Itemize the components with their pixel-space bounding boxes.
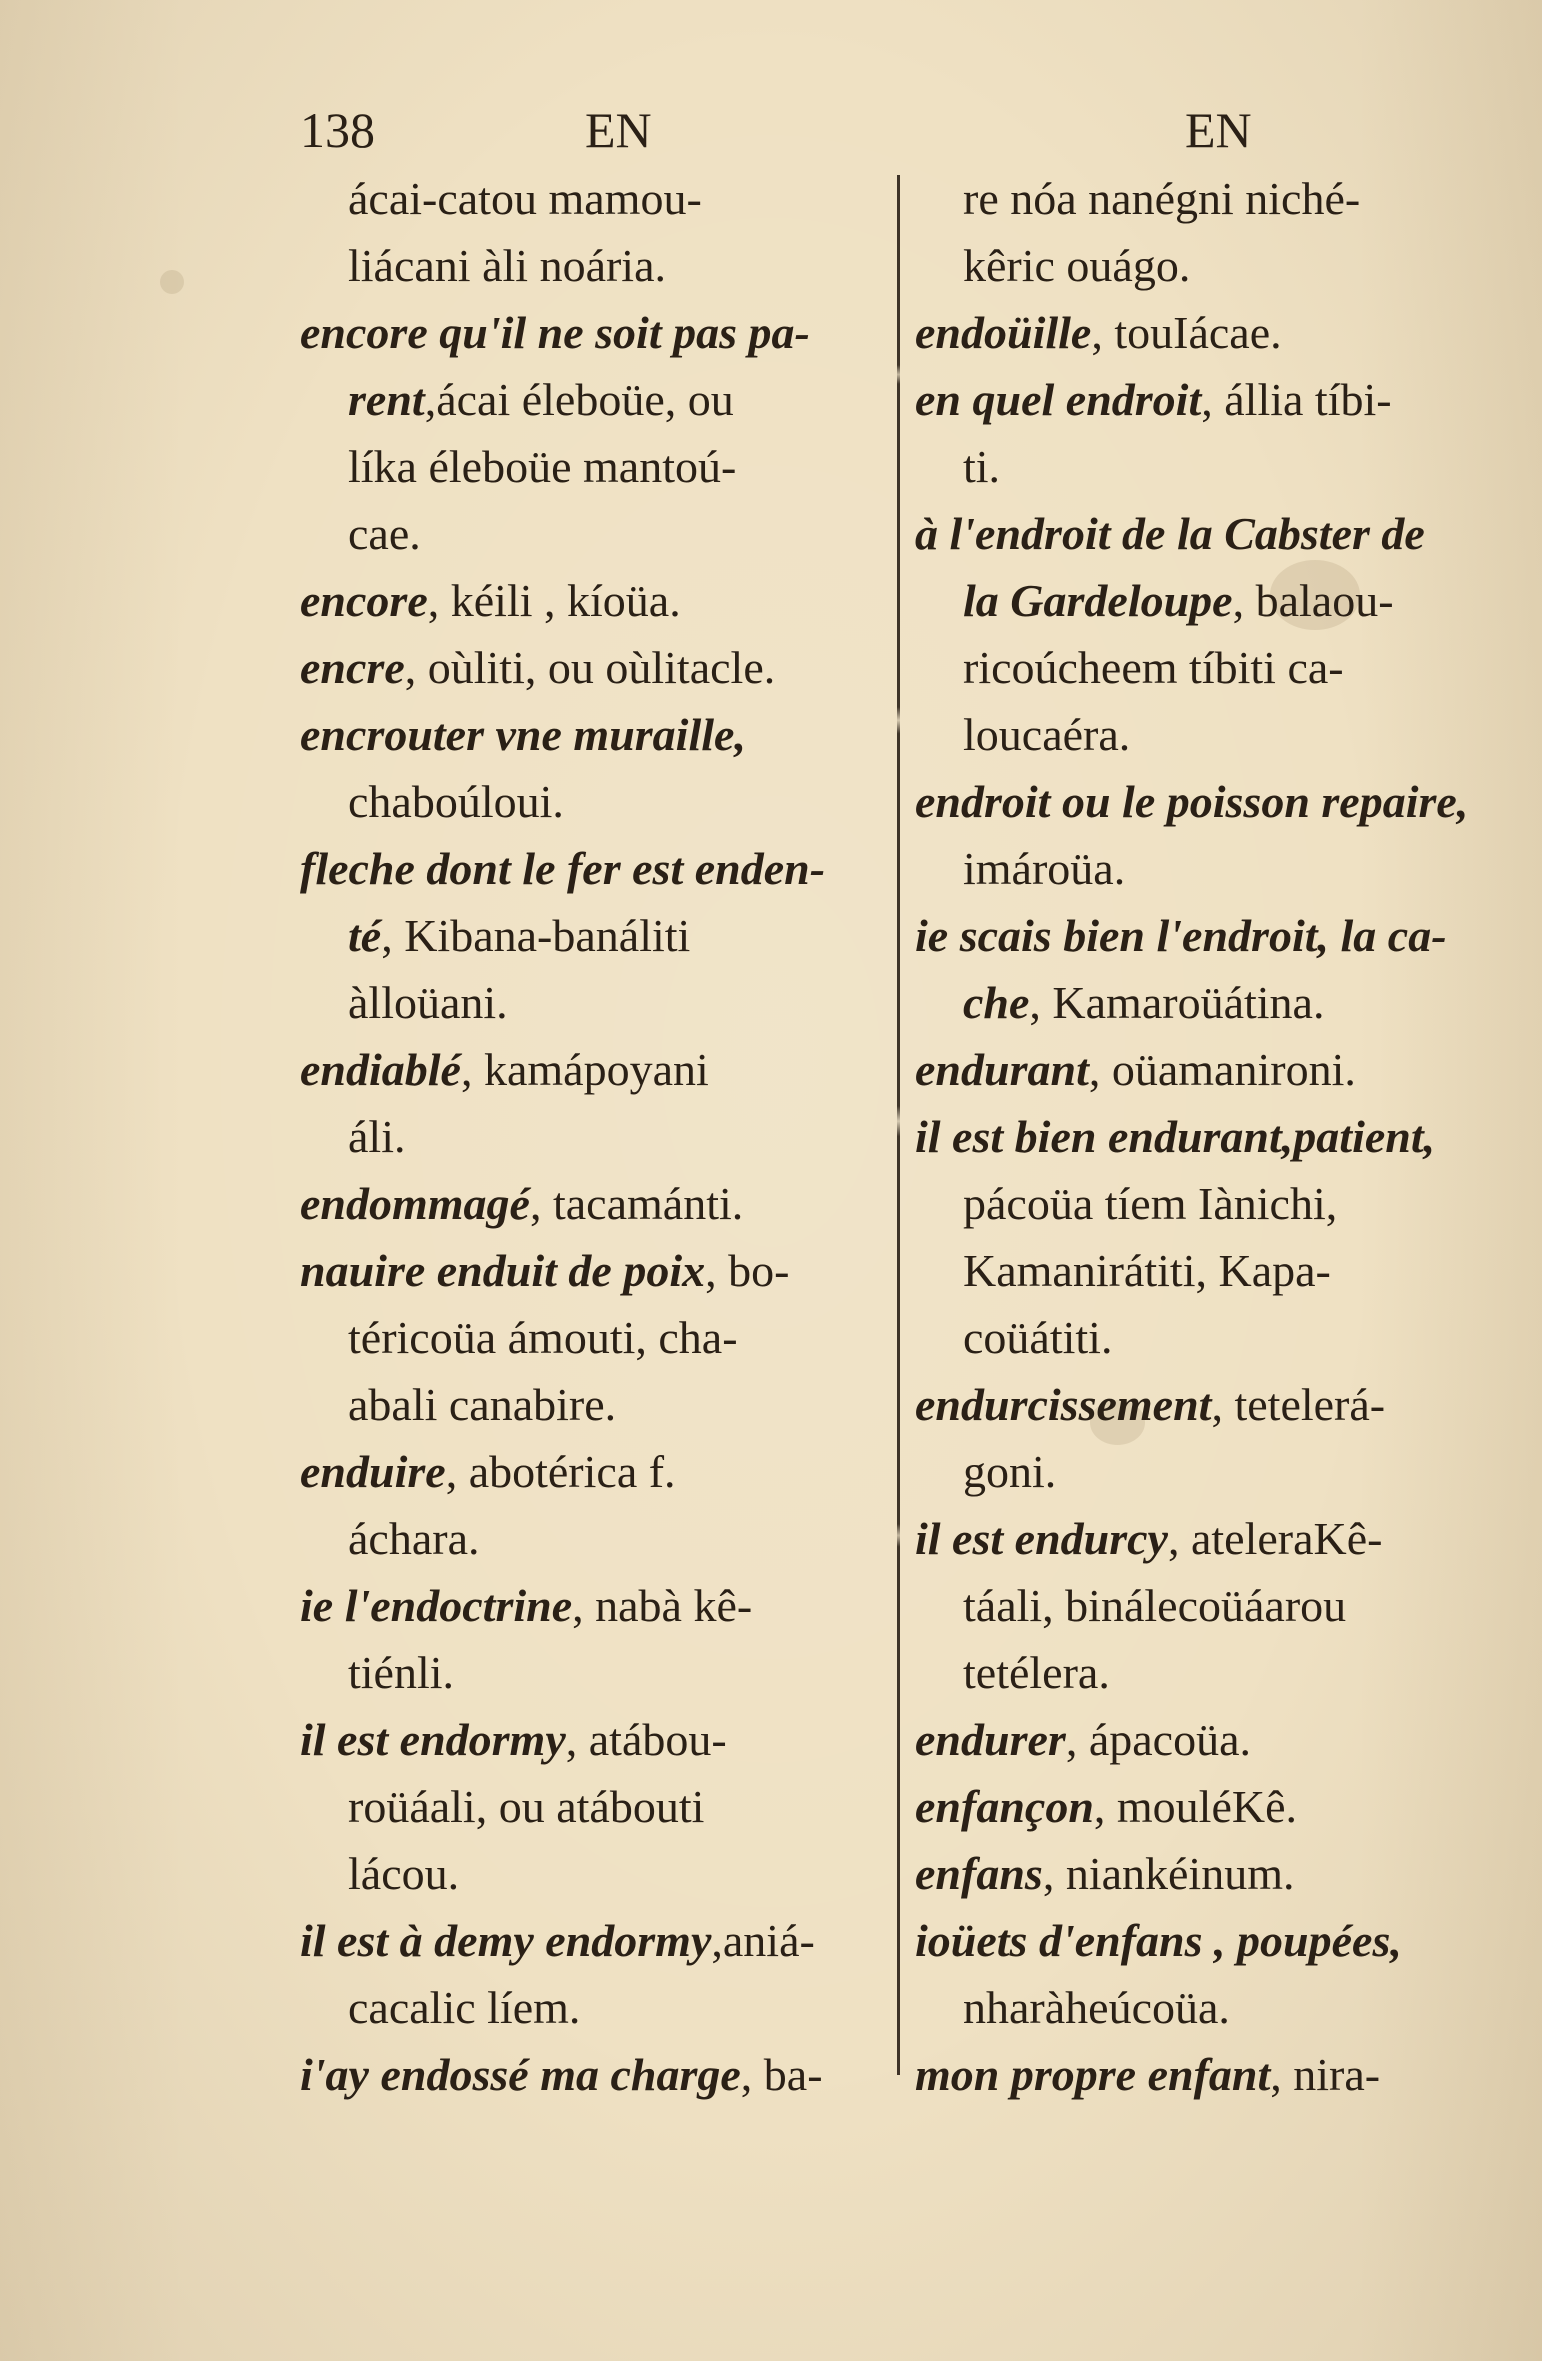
left-line <box>300 1706 875 1773</box>
left-line <box>300 1036 875 1103</box>
right-line <box>915 232 1465 299</box>
right-line <box>915 2041 1465 2108</box>
headword: endroit ou le poisson repaire, <box>915 776 1469 827</box>
headword: ie l'endoctrine <box>300 1580 573 1631</box>
right-column <box>915 165 1469 2108</box>
definition-text: áchara. <box>348 1513 480 1564</box>
definition-text: kêric ouágo. <box>963 240 1191 291</box>
running-head-left: EN <box>585 102 652 158</box>
right-line <box>915 835 1465 902</box>
definition-text: lácou. <box>348 1848 460 1899</box>
definition-text: loucaéra. <box>963 709 1131 760</box>
left-line <box>300 634 875 701</box>
headword: à l'endroit de la Cabster de <box>915 508 1425 559</box>
right-line <box>915 165 1465 232</box>
right-line <box>915 1438 1465 1505</box>
right-line <box>915 1974 1465 2041</box>
headword: endurer <box>915 1714 1066 1765</box>
definition-text: líka éleboüe mantoú- <box>348 441 737 492</box>
right-line <box>915 1505 1465 1572</box>
definition-text: , kamápoyani <box>460 1044 709 1095</box>
page-number: 138 <box>300 102 375 158</box>
left-line <box>300 1505 875 1572</box>
definition-text: , abotérica f. <box>445 1446 676 1497</box>
left-column <box>300 165 875 2108</box>
left-line <box>300 366 875 433</box>
left-line <box>300 902 875 969</box>
headword: rent <box>348 374 425 425</box>
definition-text: imároüa. <box>963 843 1126 894</box>
definition-text: coüátiti. <box>963 1312 1113 1363</box>
headword: endiablé <box>300 1044 461 1095</box>
definition-text: , állia tíbi- <box>1201 374 1392 425</box>
right-line <box>915 1371 1465 1438</box>
definition-text: , touIácae. <box>1091 307 1282 358</box>
headword: enfançon <box>915 1781 1094 1832</box>
headword: en quel endroit <box>915 374 1202 425</box>
right-line <box>915 1237 1465 1304</box>
left-line <box>300 299 875 366</box>
definition-text: Kamanirátiti, Kapa- <box>963 1245 1331 1296</box>
definition-text: goni. <box>963 1446 1057 1497</box>
definition-text: , nabà kê- <box>572 1580 753 1631</box>
definition-text: , kéili , kíoüa. <box>427 575 681 626</box>
right-line <box>915 1103 1465 1170</box>
left-line <box>300 232 875 299</box>
definition-text: , nira- <box>1270 2049 1381 2100</box>
definition-text: , oùliti, ou oùlitacle. <box>404 642 776 693</box>
headword: enfans <box>915 1848 1043 1899</box>
headword: i'ay endossé ma charge <box>300 2049 741 2100</box>
left-line <box>300 567 875 634</box>
headword: il est bien endurant,patient, <box>915 1111 1436 1162</box>
definition-text: ,ácai éleboüe, ou <box>424 374 734 425</box>
left-line <box>300 1974 875 2041</box>
left-line <box>300 500 875 567</box>
headword: encre <box>300 642 405 693</box>
headword: il est endurcy <box>915 1513 1168 1564</box>
definition-text: roüáali, ou atábouti <box>348 1781 705 1832</box>
right-line <box>915 701 1465 768</box>
right-line <box>915 1773 1465 1840</box>
headword: encore <box>300 575 428 626</box>
definition-text: pácoüa tíem Iànichi, <box>963 1178 1338 1229</box>
definition-text: liácani àli noária. <box>348 240 667 291</box>
left-line <box>300 835 875 902</box>
left-line <box>300 1773 875 1840</box>
right-line <box>915 1840 1465 1907</box>
definition-text: , Kibana-banáliti <box>381 910 691 961</box>
headword: nauire enduit de poix <box>300 1245 706 1296</box>
definition-text: ácai-catou mamou- <box>348 173 702 224</box>
definition-text: , ateleraKê- <box>1167 1513 1383 1564</box>
definition-text: ,aniá- <box>711 1915 815 1966</box>
right-line <box>915 1907 1465 1974</box>
definition-text: , mouléKê. <box>1093 1781 1298 1832</box>
right-line <box>915 1036 1465 1103</box>
definition-text: táali, binálecoüáarou <box>963 1580 1347 1631</box>
definition-text: , Kamaroüátina. <box>1029 977 1325 1028</box>
left-line <box>300 1840 875 1907</box>
right-line <box>915 969 1465 1036</box>
definition-text: , tacamánti. <box>529 1178 744 1229</box>
headword: il est à demy endormy <box>300 1915 712 1966</box>
right-line <box>915 1639 1465 1706</box>
left-line <box>300 1907 875 1974</box>
headword: fleche dont le fer est enden- <box>300 843 826 894</box>
left-line <box>300 969 875 1036</box>
definition-text: , niankéinum. <box>1042 1848 1295 1899</box>
definition-text: , ba- <box>740 2049 823 2100</box>
right-line <box>915 567 1465 634</box>
headword: encrouter vne muraille, <box>300 709 746 760</box>
definition-text: cae. <box>348 508 421 559</box>
headword: che <box>963 977 1030 1028</box>
definition-text: , ápacoüa. <box>1065 1714 1251 1765</box>
definition-text: nharàheúcoüa. <box>963 1982 1230 2033</box>
running-head-right: EN <box>1185 102 1252 158</box>
left-line <box>300 1438 875 1505</box>
right-line <box>915 366 1465 433</box>
definition-text: ricoúcheem tíbiti ca- <box>963 642 1344 693</box>
definition-text: téricoüa ámouti, cha- <box>348 1312 738 1363</box>
definition-text: tiénli. <box>348 1647 455 1698</box>
left-line <box>300 1572 875 1639</box>
right-line <box>915 634 1465 701</box>
right-line <box>915 1304 1465 1371</box>
headword: enduire <box>300 1446 446 1497</box>
definition-text: , atábou- <box>565 1714 727 1765</box>
headword: ioüets d'enfans , poupées, <box>915 1915 1402 1966</box>
definition-text: , oüamanironi. <box>1088 1044 1356 1095</box>
headword: endurant <box>915 1044 1089 1095</box>
left-line <box>300 768 875 835</box>
headword: ie scais bien l'endroit, la ca- <box>915 910 1447 961</box>
left-line <box>300 1237 875 1304</box>
right-line <box>915 299 1465 366</box>
left-line <box>300 2041 875 2108</box>
left-line <box>300 701 875 768</box>
right-line <box>915 1706 1465 1773</box>
definition-text: àlloüani. <box>348 977 508 1028</box>
definition-text: cacalic líem. <box>348 1982 581 2033</box>
left-line <box>300 1103 875 1170</box>
right-line <box>915 1170 1465 1237</box>
definition-text: , tetelerá- <box>1211 1379 1386 1430</box>
definition-text: , bo- <box>705 1245 790 1296</box>
definition-text: chaboúloui. <box>348 776 564 827</box>
definition-text: tetélera. <box>963 1647 1110 1698</box>
headword: endommagé <box>300 1178 530 1229</box>
right-line <box>915 1572 1465 1639</box>
left-line <box>300 165 875 232</box>
left-line <box>300 1639 875 1706</box>
headword: té <box>348 910 382 961</box>
definition-text: abali canabire. <box>348 1379 617 1430</box>
definition-text: , balaou- <box>1232 575 1394 626</box>
right-line <box>915 433 1465 500</box>
left-line <box>300 1371 875 1438</box>
page-header <box>300 95 1440 165</box>
headword: il est endormy <box>300 1714 566 1765</box>
definition-text: re nóa nanégni niché- <box>963 173 1361 224</box>
left-line <box>300 1170 875 1237</box>
column-divider <box>897 175 900 2075</box>
headword: la Gardeloupe <box>963 575 1233 626</box>
left-line <box>300 1304 875 1371</box>
headword: mon propre enfant <box>915 2049 1271 2100</box>
right-line <box>915 768 1469 835</box>
headword: endoüille <box>915 307 1092 358</box>
right-line <box>915 902 1465 969</box>
headword: encore qu'il ne soit pas pa- <box>300 307 810 358</box>
definition-text: ti. <box>963 441 1001 492</box>
left-line <box>300 433 875 500</box>
paper-stain <box>160 270 184 294</box>
headword: endurcissement <box>915 1379 1212 1430</box>
definition-text: áli. <box>348 1111 406 1162</box>
right-line <box>915 500 1465 567</box>
